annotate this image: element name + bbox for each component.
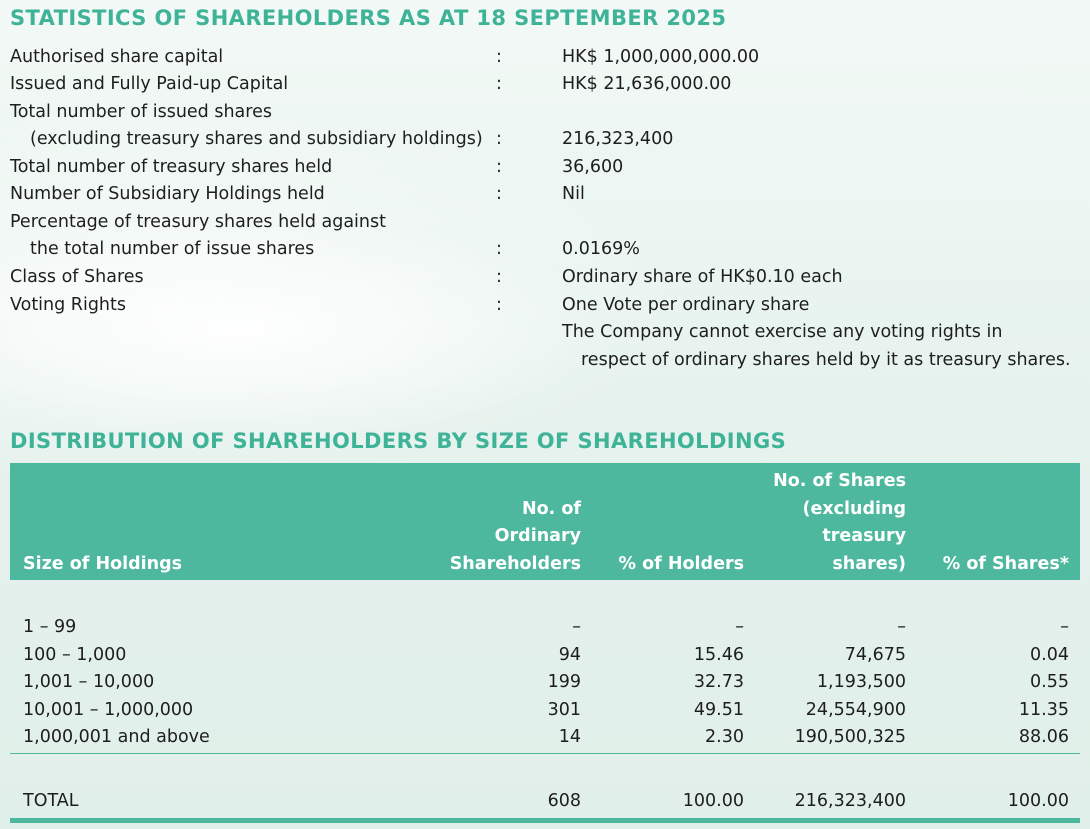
- cell-total-shares: 216,323,400: [794, 791, 906, 811]
- stat-value: Ordinary share of HK$0.10 each: [562, 267, 843, 287]
- stat-label: (excluding treasury shares and subsidiary holdings): [30, 129, 483, 149]
- cell-pct-shares: 0.04: [1030, 645, 1069, 665]
- header-line: treasury: [822, 526, 906, 546]
- stat-label: Authorised share capital: [10, 47, 224, 67]
- stat-row-voting-rights: [0, 295, 1090, 322]
- cell-pct-shares: 0.55: [1030, 672, 1069, 692]
- stat-row-excluding-treasury: [0, 129, 1090, 156]
- header-line: shares): [832, 553, 906, 574]
- cell-shares: 74,675: [844, 645, 906, 665]
- stat-row-authorised-capital: [0, 47, 1090, 74]
- stat-label: Voting Rights: [10, 295, 127, 315]
- header-percent-holders: % of Holders: [618, 553, 744, 574]
- stat-value: 0.0169%: [562, 239, 640, 259]
- cell-size: 1 – 99: [23, 617, 77, 637]
- stat-row-total-issued-shares: [0, 102, 1090, 129]
- stat-row-percentage-value: [0, 239, 1090, 266]
- cell-holders: 301: [547, 700, 581, 720]
- header-line: (excluding: [802, 498, 906, 519]
- cell-pct-shares: 88.06: [1018, 727, 1069, 747]
- header-no-of-shares: [773, 468, 906, 578]
- stat-colon: :: [496, 184, 502, 204]
- cell-pct-shares: –: [1060, 617, 1069, 637]
- header-line: No. of: [521, 498, 581, 519]
- header-line: No. of Shares: [773, 471, 906, 491]
- stat-label: Total number of issued shares: [10, 102, 272, 122]
- table-header: [10, 463, 1080, 580]
- stat-colon: :: [496, 47, 502, 67]
- stat-colon: :: [496, 295, 502, 315]
- stat-row-percentage-treasury: [0, 212, 1090, 239]
- header-size-of-holdings: Size of Holdings: [23, 553, 183, 574]
- stat-value: HK$ 1,000,000,000.00: [562, 47, 760, 67]
- cell-holders: 14: [558, 727, 581, 747]
- cell-size: 10,001 – 1,000,000: [23, 700, 194, 720]
- stat-value: HK$ 21,636,000.00: [562, 74, 732, 94]
- statistics-title: STATISTICS OF SHAREHOLDERS AS AT 18 SEPTEMBER 2025: [10, 6, 727, 30]
- cell-pct-holders: 49.51: [693, 700, 744, 720]
- stat-colon: :: [496, 157, 502, 177]
- distribution-title: DISTRIBUTION OF SHAREHOLDERS BY SIZE OF SHAREHOLDINGS: [10, 429, 787, 453]
- stat-value: One Vote per ordinary share: [562, 295, 810, 315]
- stat-value: Nil: [562, 184, 585, 204]
- cell-pct-holders: 2.30: [705, 727, 744, 747]
- stat-label: Number of Subsidiary Holdings held: [10, 184, 325, 204]
- cell-total-holders: 608: [547, 791, 581, 811]
- stat-value: The Company cannot exercise any voting rights in: [562, 322, 1003, 342]
- header-percent-shares: % of Shares*: [942, 553, 1069, 574]
- cell-total-label: TOTAL: [23, 791, 79, 811]
- stat-label: Total number of treasury shares held: [10, 157, 333, 177]
- stat-label: Percentage of treasury shares held against: [10, 212, 386, 232]
- cell-total-pct-holders: 100.00: [682, 791, 744, 811]
- cell-pct-holders: 15.46: [693, 645, 744, 665]
- cell-size: 1,000,001 and above: [23, 727, 210, 747]
- cell-holders: 199: [547, 672, 581, 692]
- cell-total-pct-shares: 100.00: [1007, 791, 1069, 811]
- total-divider: [10, 753, 1080, 754]
- cell-shares: –: [897, 617, 906, 637]
- stat-colon: :: [496, 74, 502, 94]
- header-line: Ordinary: [494, 526, 581, 546]
- cell-shares: 24,554,900: [805, 700, 906, 720]
- cell-shares: 1,193,500: [816, 672, 906, 692]
- header-no-of-shareholders: [450, 496, 581, 579]
- stat-label: Class of Shares: [10, 267, 144, 287]
- cell-pct-shares: 11.35: [1018, 700, 1069, 720]
- stat-value: 36,600: [562, 157, 624, 177]
- stat-row-voting-note-2: [0, 350, 1090, 377]
- stat-row-treasury-shares: [0, 157, 1090, 184]
- cell-holders: –: [572, 617, 581, 637]
- stat-label: the total number of issue shares: [30, 239, 315, 259]
- cell-size: 1,001 – 10,000: [23, 672, 155, 692]
- stat-value: 216,323,400: [562, 129, 674, 149]
- header-line: Shareholders: [449, 553, 581, 574]
- cell-pct-holders: –: [735, 617, 744, 637]
- stat-colon: :: [496, 239, 502, 259]
- stat-row-class-of-shares: [0, 267, 1090, 294]
- table-bottom-rule: [10, 818, 1080, 823]
- stat-row-voting-note-1: [0, 322, 1090, 349]
- cell-shares: 190,500,325: [794, 727, 906, 747]
- stat-row-issued-capital: [0, 74, 1090, 101]
- cell-pct-holders: 32.73: [693, 672, 744, 692]
- stat-label: Issued and Fully Paid-up Capital: [10, 74, 289, 94]
- stat-row-subsidiary-holdings: [0, 184, 1090, 211]
- stat-colon: :: [496, 129, 502, 149]
- stat-colon: :: [496, 267, 502, 287]
- stat-value: respect of ordinary shares held by it as treasury shares.: [581, 350, 1071, 370]
- cell-holders: 94: [558, 645, 581, 665]
- cell-size: 100 – 1,000: [23, 645, 127, 665]
